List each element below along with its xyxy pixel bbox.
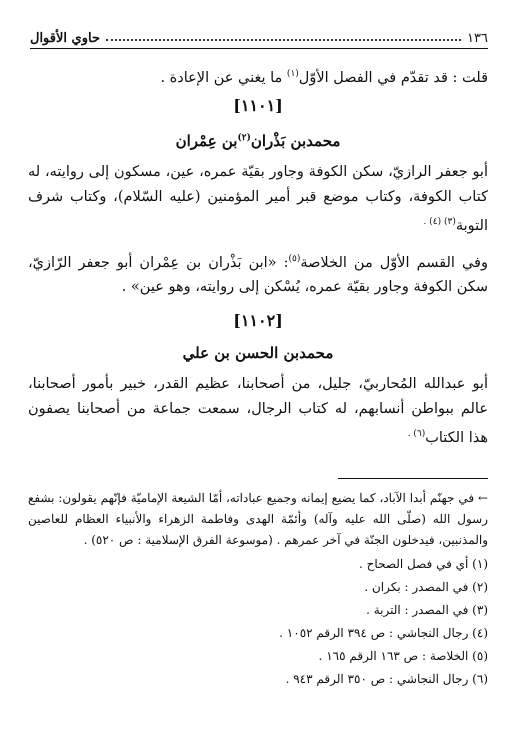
running-header xyxy=(30,20,488,46)
footnote-item: (٦) رجال النجاشي : ص ٣٥٠ الرقم ٩٤٣ . xyxy=(285,672,488,686)
footnote-item: (٤) رجال النجاشي : ص ٣٩٤ الرقم ١٠٥٢ . xyxy=(279,626,488,640)
entry-number: [١١٠١] xyxy=(233,95,283,115)
footnote-ref: (٥) xyxy=(288,253,301,264)
entry-heading: محمدبن الحسن بن علي xyxy=(182,344,334,363)
main-text xyxy=(28,62,488,459)
footnote-ref: (١) xyxy=(286,69,299,79)
footnote-continuation: ← في جهنّم أبدا الآباد، كما يضيع إيمانه وجميع عباداته، أمّا الشيعة الإماميّة فإنّهم يقولون: بشفع رسول الله (صلّى الله عليه وآله) وأئمّة الهدى وفاطمة الزهراء والأنبياء العظام للعاصين والمذنبين، فيدخلون الجنّة في آخر عمرهم . (موسوعة الفرق الإسلامية : ص ٥٢٠) . xyxy=(28,491,488,547)
footnote-item: (٥) الخلاصة : ص ١٦٣ الرقم ١٦٥ . xyxy=(318,649,488,663)
footnote-item: (٣) في المصدر : التربة . xyxy=(366,603,488,617)
footnote-ref: (٣) (٤) . xyxy=(423,216,456,227)
footnote-ref: (٢) xyxy=(237,132,251,143)
page-number: ١٣٦ xyxy=(467,31,488,46)
running-title: حاوي الأقوال xyxy=(30,31,100,46)
entry-paragraph: وفي القسم الأوّل من الخلاصة$^{(٥)}$: «ابن بَذْران بن عِمْران أبو جعفر الرّازيّ، سكن الكوفة وجاور بقيّة عمره، يُسْكن إلى روايته، وهو عين» . xyxy=(28,253,488,296)
footnote-separator xyxy=(338,478,488,479)
footnote-item: (٢) في المصدر : بكران . xyxy=(364,580,488,594)
entry-number: [١١٠٢] xyxy=(233,311,283,331)
entry-paragraph: أبو عبدالله المُحاربيّ، جليل، من أصحابنا، عظيم القدر، خبير بأمور أصحابنا، عالم ببواطن أنسابهم، له كتاب الرجال، سمعت جماعة من أصحابنا يصفون هذا الكتاب$^{(٦) .}$ xyxy=(28,376,488,447)
intro-line: قلت : قد تقدّم في الفصل الأوّل$^{(١)}$ ما يغني عن الإعادة . xyxy=(160,69,488,86)
entry-paragraph: أبو جعفر الرازيّ، سكن الكوفة وجاور بقيّة عمره، عين، مسكون إلى روايته، له كتاب الكوفة، وكتاب موضع قبر أمير المؤمنين (عليه السّلام)، وكتاب شرف التوبة$^{(٣) (٤) .}$ xyxy=(28,163,488,234)
footnote-item: (١) أي في فصل الصحاح . xyxy=(359,557,488,571)
header-leader-dots xyxy=(106,39,461,41)
entry-heading: محمدبن بَذْران$^{(٢)}$بن عِمْران xyxy=(175,131,341,150)
footnotes xyxy=(28,488,488,691)
header-rule xyxy=(30,48,488,49)
footnote-ref: (٦) . xyxy=(407,429,426,440)
